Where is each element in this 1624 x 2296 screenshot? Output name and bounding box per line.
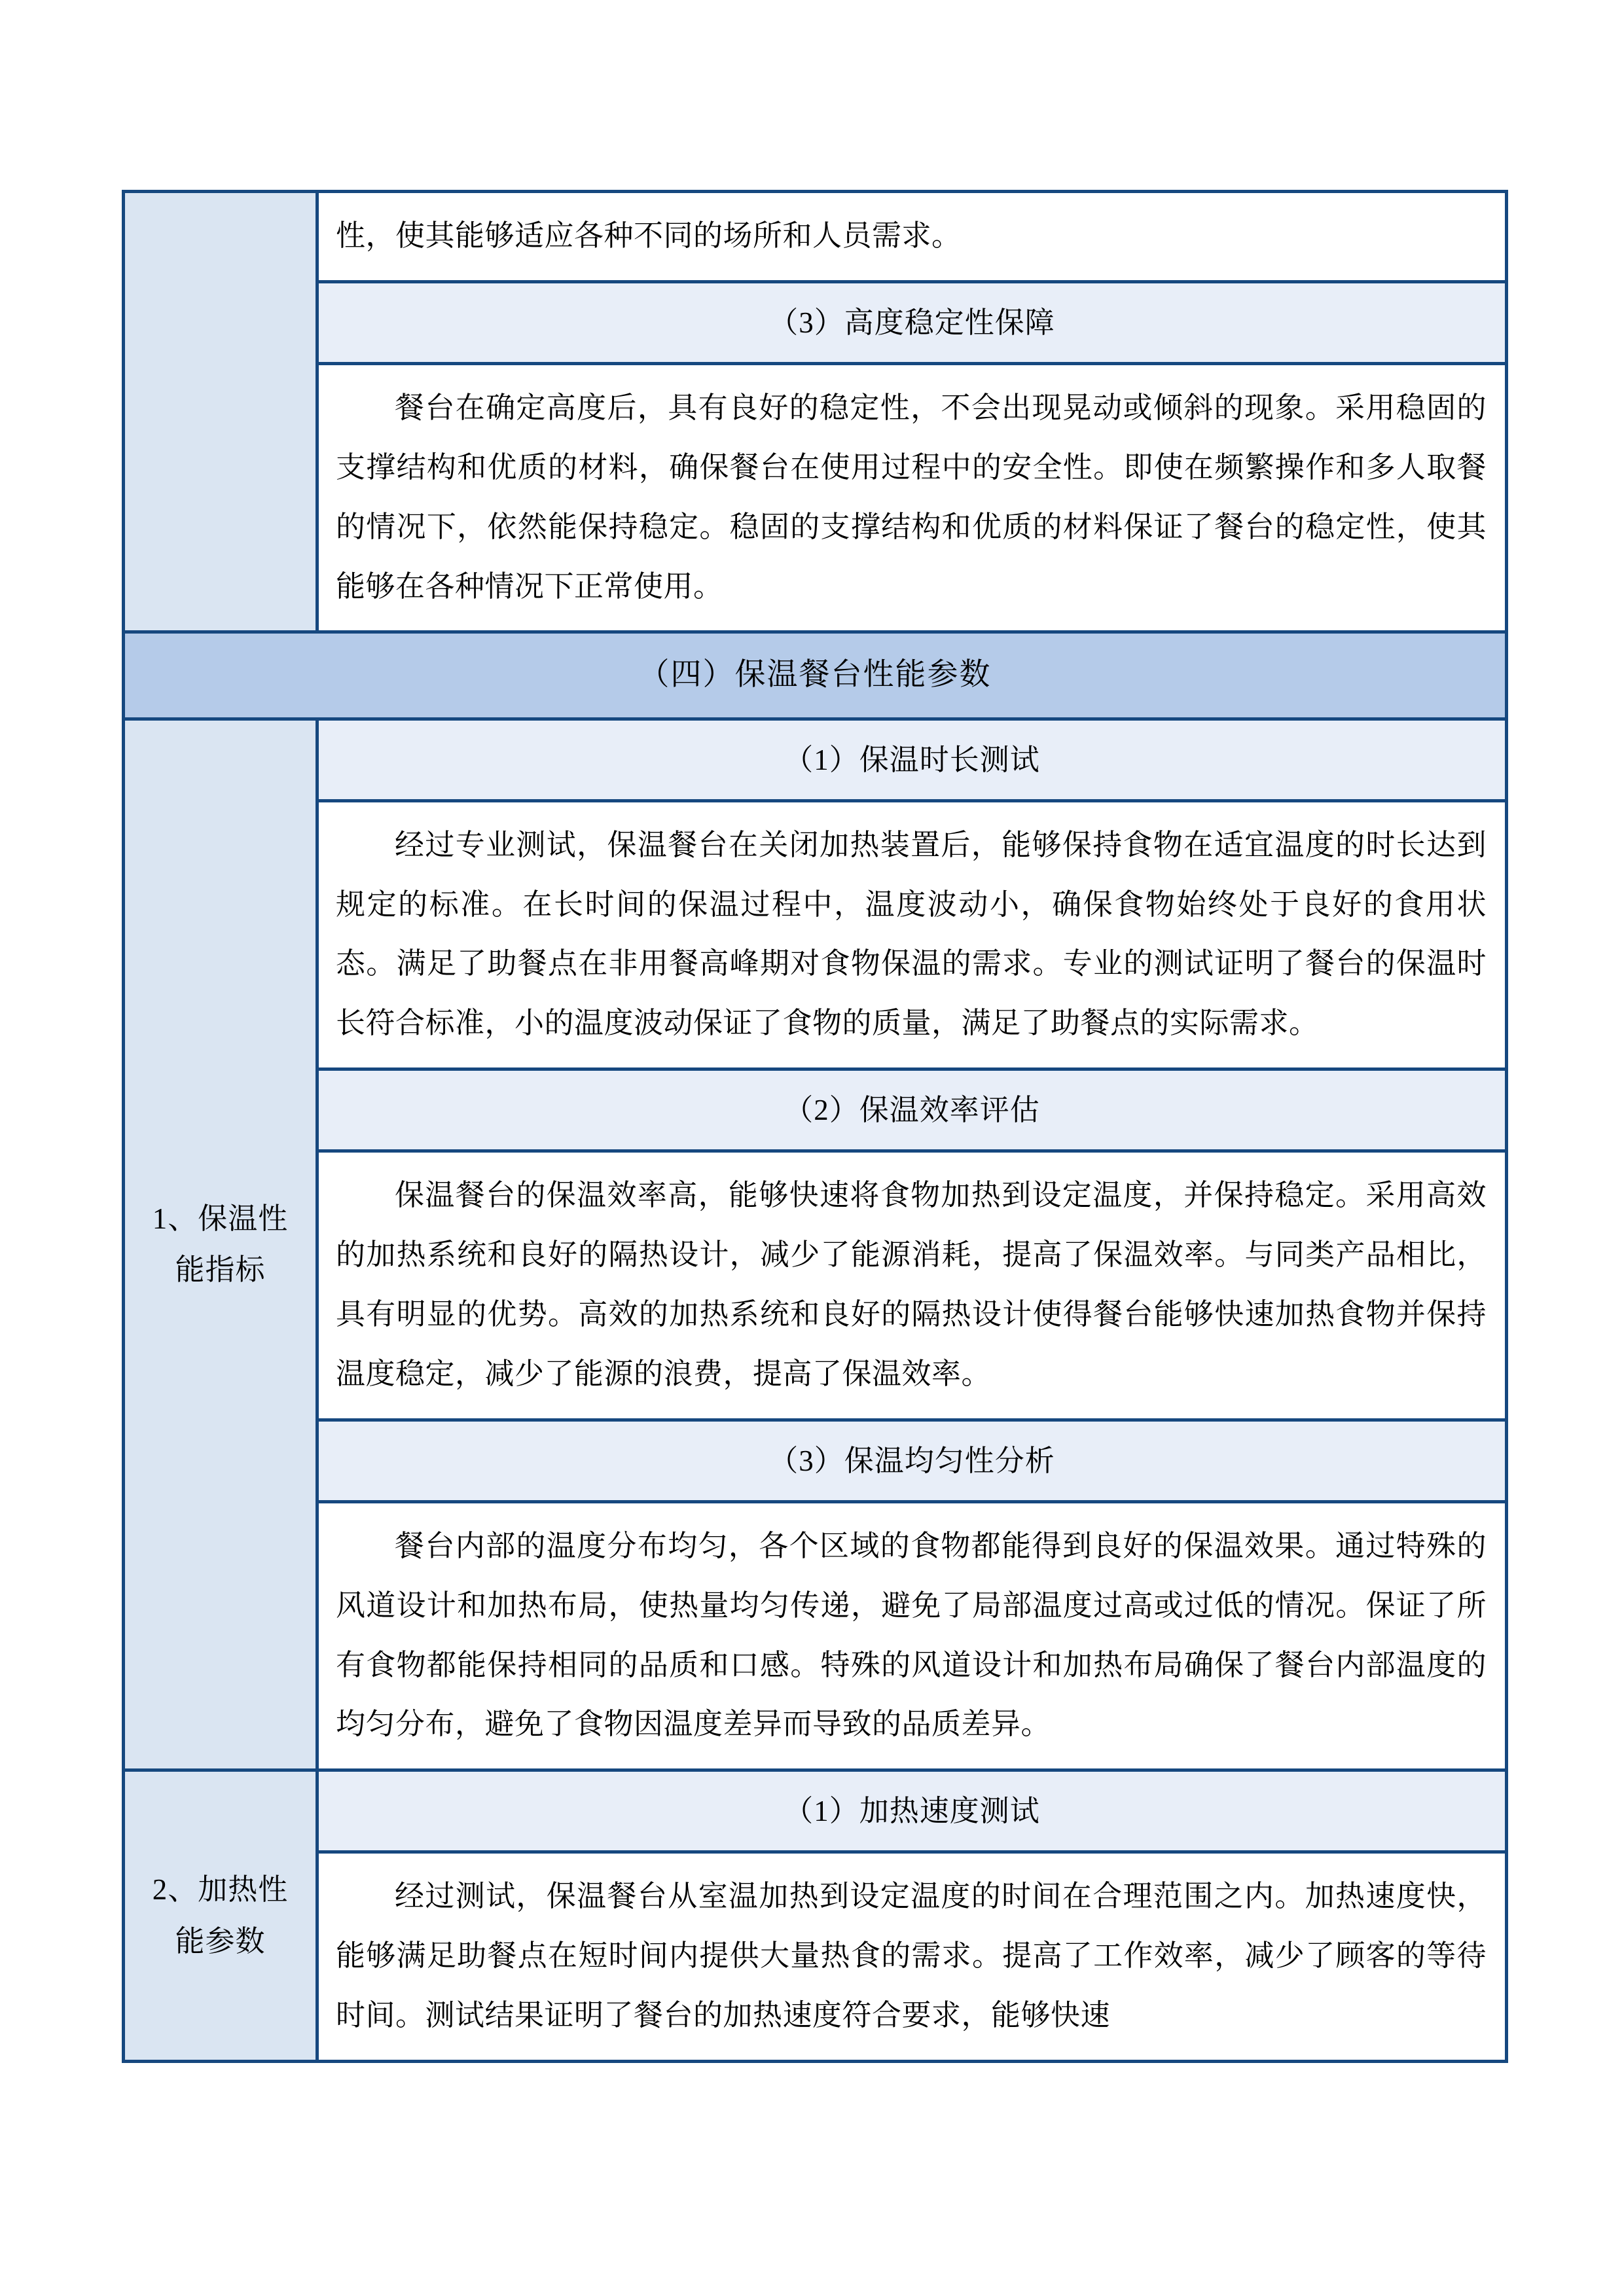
table-row-group1-sub3-body [124, 1501, 1507, 1770]
carryover-paragraph-text: 性，使其能够适应各种不同的场所和人员需求。 [336, 219, 962, 252]
subheading-efficiency-eval-cell [317, 1069, 1507, 1151]
paragraph-duration-test-cell [317, 800, 1507, 1069]
paragraph-heating-speed-test-cell [317, 1852, 1507, 2062]
table-row-group1-sub2-title [124, 1069, 1507, 1151]
row-label-insulation-performance-text: 1、保温性能指标 [152, 1202, 289, 1287]
subheading-uniformity-analysis-cell [317, 1420, 1507, 1501]
carryover-paragraph-cell [317, 192, 1507, 282]
specification-table [122, 190, 1508, 2063]
table-row-carryover [124, 192, 1507, 282]
table-row-group1-sub2-body [124, 1151, 1507, 1420]
paragraph-heating-speed-test-text: 经过测试，保温餐台从室温加热到设定温度的时间在合理范围之内。加热速度快，能够满足助餐点在短时间内提供大量热食的需求。提高了工作效率，减少了顾客的等待时间。测试结果证明了餐台的加热速度符合要求，能够快速 [336, 1880, 1487, 2032]
table-row-group1-sub3-title [124, 1420, 1507, 1501]
row-label-heating-performance [124, 1770, 317, 2062]
paragraph-stability-cell [317, 363, 1507, 632]
paragraph-efficiency-eval-text: 保温餐台的保温效率高，能够快速将食物加热到设定温度，并保持稳定。采用高效的加热系统和良好的隔热设计，减少了能源消耗，提高了保温效率。与同类产品相比，具有明显的优势。高效的加热系统和良好的隔热设计使得餐台能够快速加热食物并保持温度稳定，减少了能源的浪费，提高了保温效率。 [336, 1179, 1487, 1390]
table-row-group2-sub1-body [124, 1852, 1507, 2062]
subheading-duration-test-cell [317, 719, 1507, 800]
paragraph-uniformity-analysis-text: 餐台内部的温度分布均匀，各个区域的食物都能得到良好的保温效果。通过特殊的风道设计和加热布局，使热量均匀传递，避免了局部温度过高或过低的情况。保证了所有食物都能保持相同的品质和口感。特殊的风道设计和加热布局确保了餐台内部温度的均匀分布，避免了食物因温度差异而导致的品质差异。 [336, 1529, 1487, 1741]
subheading-heating-speed-test-cell [317, 1770, 1507, 1852]
subheading-duration-test-text: （1）保温时长测试 [784, 743, 1040, 776]
table-row-stability-title [124, 281, 1507, 363]
row-label-heating-performance-text: 2、加热性能参数 [152, 1873, 289, 1958]
row-label-previous-group [124, 192, 317, 632]
section-banner-cell [124, 632, 1507, 719]
paragraph-stability-text: 餐台在确定高度后，具有良好的稳定性，不会出现晃动或倾斜的现象。采用稳固的支撑结构和优质的材料，确保餐台在使用过程中的安全性。即使在频繁操作和多人取餐的情况下，依然能保持稳定。稳固的支撑结构和优质的材料保证了餐台的稳定性，使其能够在各种情况下正常使用。 [336, 391, 1487, 603]
row-label-insulation-performance [124, 719, 317, 1770]
subheading-stability-text: （3）高度稳定性保障 [768, 306, 1055, 339]
paragraph-uniformity-analysis-cell [317, 1501, 1507, 1770]
table-row-group1-sub1-body [124, 800, 1507, 1069]
subheading-stability-cell [317, 281, 1507, 363]
paragraph-duration-test-text: 经过专业测试，保温餐台在关闭加热装置后，能够保持食物在适宜温度的时长达到规定的标准。在长时间的保温过程中，温度波动小，确保食物始终处于良好的食用状态。满足了助餐点在非用餐高峰期对食物保温的需求。专业的测试证明了餐台的保温时长符合标准，小的温度波动保证了食物的质量，满足了助餐点的实际需求。 [336, 828, 1487, 1040]
table-row-group1-sub1-title [124, 719, 1507, 800]
table-row-stability-body [124, 363, 1507, 632]
subheading-heating-speed-test-text: （1）加热速度测试 [784, 1795, 1040, 1828]
table-row-group2-sub1-title [124, 1770, 1507, 1852]
paragraph-efficiency-eval-cell [317, 1151, 1507, 1420]
section-banner-text: （四）保温餐台性能参数 [638, 658, 992, 692]
subheading-uniformity-analysis-text: （3）保温均匀性分析 [768, 1444, 1055, 1477]
content-table-wrapper [122, 190, 1508, 2063]
subheading-efficiency-eval-text: （2）保温效率评估 [784, 1094, 1040, 1127]
table-row-section-banner [124, 632, 1507, 719]
